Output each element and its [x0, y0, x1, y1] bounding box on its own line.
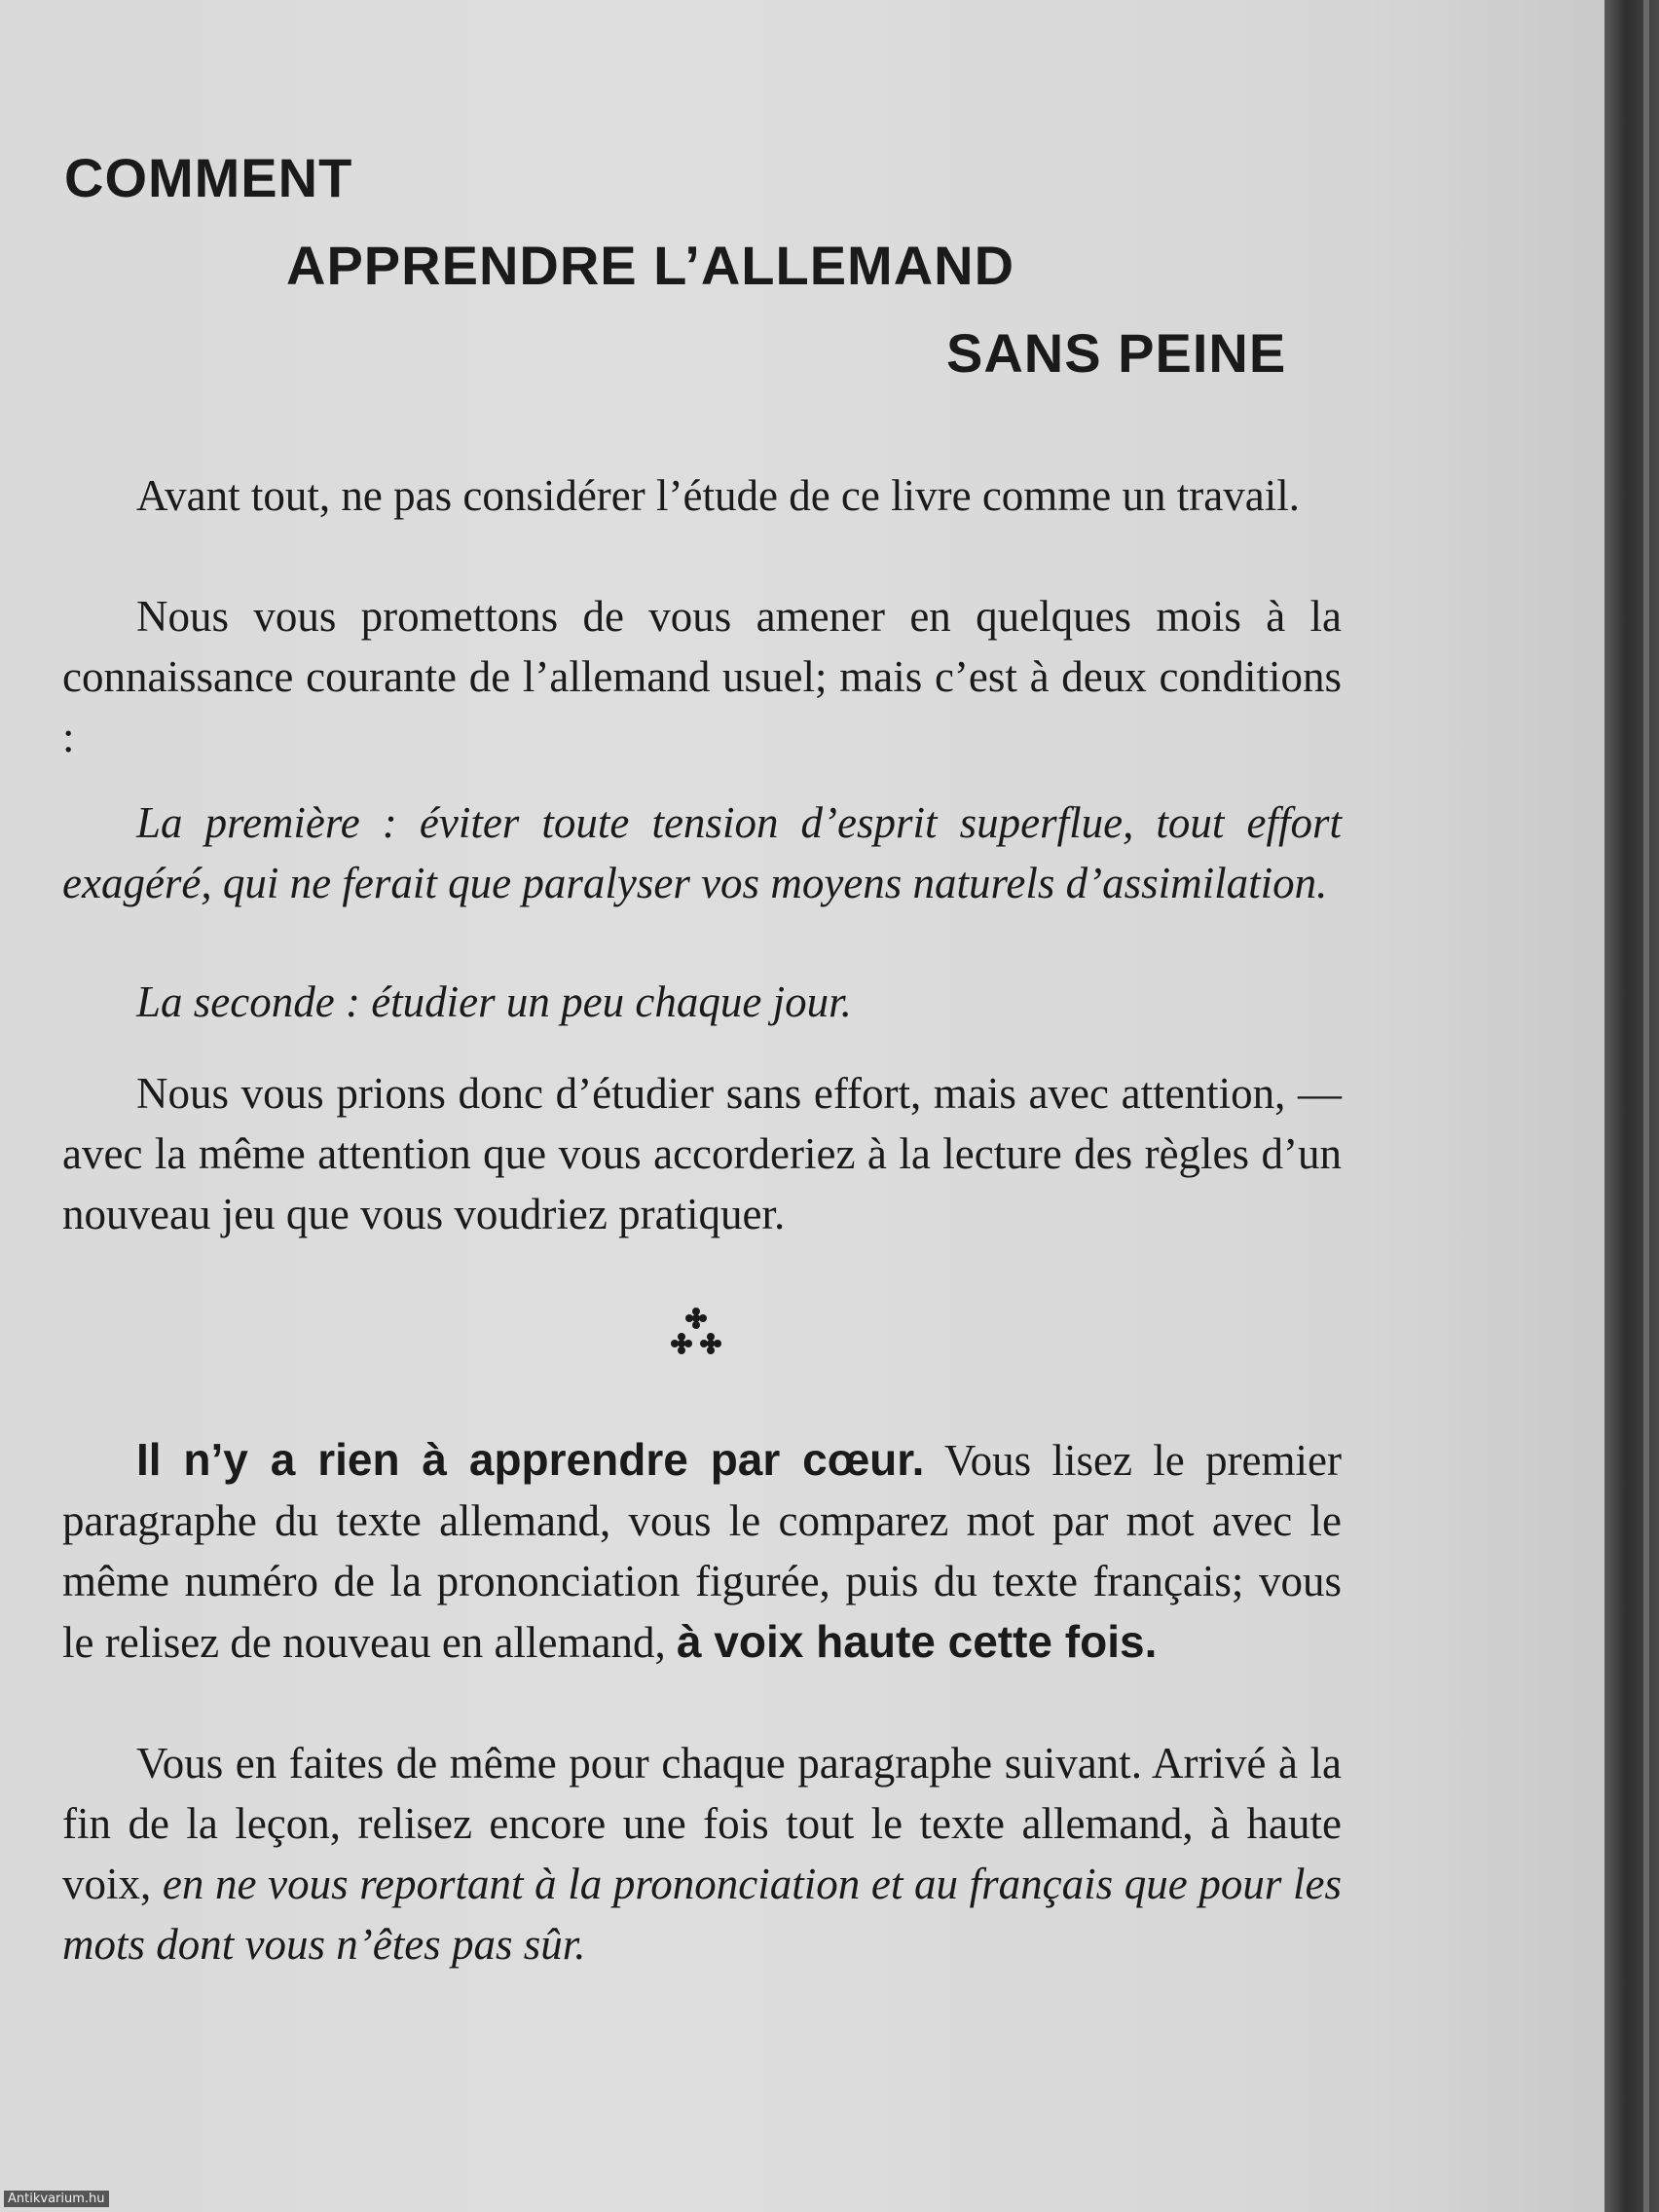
method-text: Vous lisez le premier paragraphe du texte allemand, vous le comparez mot par mot avec le même numéro de la prononciation figurée, puis du texte français; vous le relisez de nouveau en allemand, [62, 1436, 1342, 1667]
paragraph-repeat [62, 1733, 1342, 1974]
paragraph-condition-one: La première : éviter toute tension d’esprit superflue, tout effort exagéré, qui ne ferait que paralyser vos moyens naturels d’assimilation. [62, 798, 1342, 907]
title-line-2: APPRENDRE L’ALLEMAND [286, 235, 1015, 296]
title-line-3: SANS PEINE [946, 322, 1287, 384]
book-spine-edge [1604, 0, 1659, 2212]
watermark: Antikvarium.hu [4, 2191, 109, 2207]
paragraph-method [62, 1429, 1342, 1673]
repeat-italic-text: en ne vous reportant à la prononciation et au français que pour les mots dont vous n’êtes pas sûr. [62, 1860, 1342, 1969]
asterism-ornament-icon [662, 1305, 730, 1373]
paragraph-intro: Avant tout, ne pas considérer l’étude de ce livre comme un travail. [136, 471, 1300, 520]
title-line-1: COMMENT [64, 147, 353, 208]
paragraph-condition-two: La seconde : étudier un peu chaque jour. [136, 977, 852, 1026]
repeat-text: Vous en faites de même pour chaque paragraphe suivant. Arrivé à la fin de la leçon, relisez encore une fois tout le texte allemand, à haute voix, [62, 1739, 1342, 1908]
emphasis-nothing-to-learn: Il n’y a rien à apprendre par cœur. [136, 1434, 925, 1485]
paragraph-promise: Nous vous promettons de vous amener en quelques mois à la connaissance courante de l’allemand usuel; mais c’est à deux conditions : [62, 592, 1342, 761]
paragraph-attention: Nous vous prions donc d’étudier sans effort, mais avec attention, — avec la même attention que vous accorderiez à la lecture des règles d’un nouveau jeu que vous voudriez pratiquer. [62, 1069, 1342, 1238]
emphasis-aloud: à voix haute cette fois. [676, 1616, 1158, 1667]
page-edge-line [1643, 0, 1649, 2212]
